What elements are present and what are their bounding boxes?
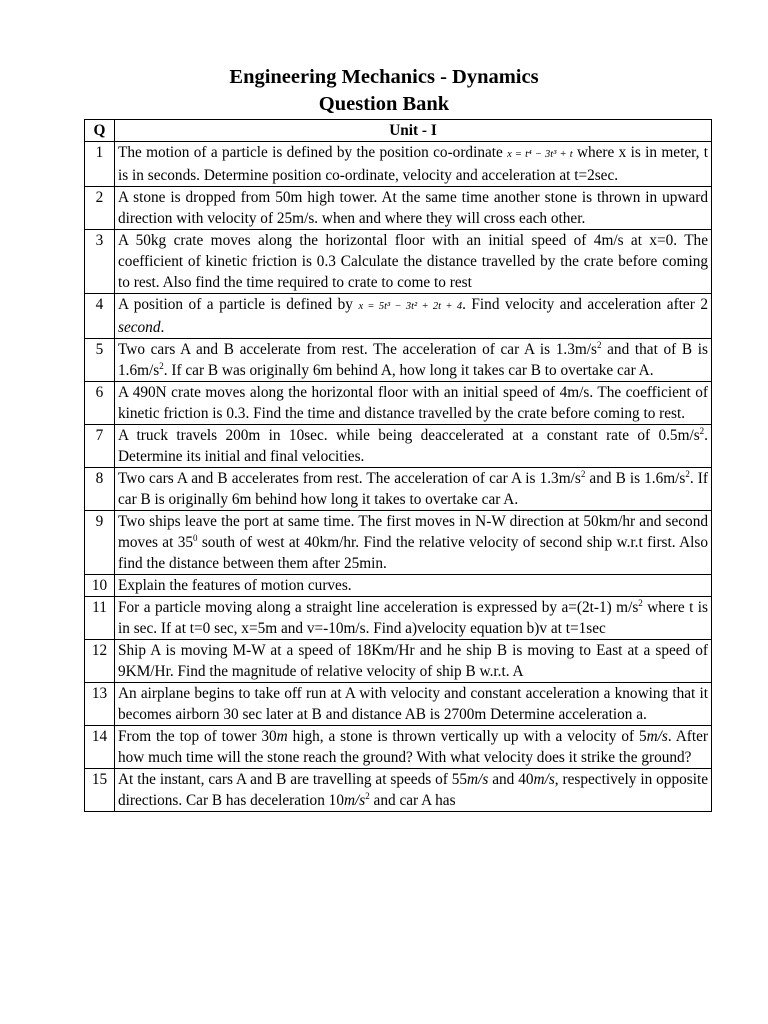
question-text-part: Two ships leave the port at same time. The first moves in N-W direction at 50km/hr and second moves at 35 [118,513,708,551]
question-text-part: Explain the features of motion curves. [118,577,352,594]
question-text-part: second [118,319,161,336]
question-text-part: and car A has [369,792,456,809]
question-number: 8 [85,468,115,511]
question-text-part: A 490N crate moves along the horizontal floor with an initial speed of 4m/s. The coefficient of kinetic friction is 0.3. Find the time and distance travelled by the crate before coming to rest. [118,384,708,422]
question-text [115,511,712,575]
question-number: 2 [85,187,115,230]
question-text-part: 2 [596,339,602,350]
question-text-part: At the instant, cars A and B are travelling at speeds of 55 [118,771,468,788]
question-text-part: m/s [533,771,555,788]
question-text [115,640,712,683]
question-text-part: 2 [365,790,370,801]
question-text [115,575,712,597]
table-row [85,575,712,597]
question-text-part: A 50kg crate moves along the horizontal floor with an initial speed of 4m/s at x=0. The coefficient of kinetic friction is 0.3 Calculate the distance travelled by the crate before coming to rest. Also find the time required to crate to come to rest [118,232,708,291]
question-text-part: Two cars A and B accelerate from rest. The acceleration of car A is 1.3m/s [118,341,597,358]
question-text-part: An airplane begins to take off run at A with velocity and constant acceleration a knowing that it becomes airborn 30 sec later at B and distance AB is 2700m Determine acceleration a. [118,685,708,723]
formula: x = 5t³ − 3t² + 2t + 4 [358,301,463,312]
table-row [85,511,712,575]
question-number: 7 [85,425,115,468]
question-text-part: 2 [685,468,690,479]
table-row [85,683,712,726]
question-text [115,726,712,769]
question-number-header: Q [85,120,115,142]
question-text [115,468,712,511]
table-row [85,597,712,640]
question-text-part: A position of a particle is defined by [118,296,359,313]
question-text-part: 2 [159,360,164,371]
question-number: 3 [85,230,115,294]
question-text-part: A stone is dropped from 50m high tower. At the same time another stone is thrown in upward direction with velocity of 25m/s. when and where they will cross each other. [118,189,708,227]
question-text [115,597,712,640]
table-row [85,640,712,683]
question-text-part: and B is 1.6m/s [585,470,686,487]
question-text-part: 0 [193,532,198,543]
question-number: 14 [85,726,115,769]
question-text-part: 2 [580,468,586,479]
question-text-part: . If car B is originally 6m behind how long it takes to overtake car A. [118,470,708,508]
table-row [85,468,712,511]
question-number: 4 [85,294,115,339]
question-text-part: From the top of tower 30 [118,728,277,745]
table-row [85,382,712,425]
table-row [85,425,712,468]
question-text-part: . Determine its initial and final velocities. [118,427,708,465]
question-number: 5 [85,339,115,382]
table-row [85,294,712,339]
unit-header: Unit - I [115,120,712,142]
question-text-part: . If car B was originally 6m behind A, how long it takes car B to overtake car A. [163,362,654,379]
question-text [115,425,712,468]
question-text [115,769,712,812]
table-row [85,769,712,812]
table-row [85,142,712,187]
question-table [84,119,712,812]
question-text-part: south of west at 40km/hr. Find the relative velocity of second ship w.r.t first. Also find the distance between them after 25min. [118,534,708,572]
question-text [115,187,712,230]
question-text [115,382,712,425]
table-row [85,339,712,382]
question-text-part: where x is in meter, t is in seconds. Determine position co-ordinate, velocity and acceleration at t=2sec. [118,144,708,184]
question-text [115,339,712,382]
question-number: 13 [85,683,115,726]
question-text-part: . After how much time will the stone reach the ground? With what velocity does it strike the ground? [118,728,708,766]
question-text-part: Ship A is moving M-W at a speed of 18Km/Hr and he ship B is moving to East at a speed of 9KM/Hr. Find the magnitude of relative velocity of ship B w.r.t. A [118,642,708,680]
question-text-part: m/s [646,728,668,745]
question-number: 10 [85,575,115,597]
question-text [115,230,712,294]
table-row [85,726,712,769]
question-text-part: m/s [467,771,489,788]
question-text-part: and that of B is 1.6m/s [118,341,708,379]
document-title [0,64,768,118]
question-number: 11 [85,597,115,640]
title-line-2: Question Bank [318,93,450,115]
question-text-part: m [276,728,288,745]
question-text-part: Two cars A and B accelerates from rest. The acceleration of car A is 1.3m/s [118,470,581,487]
table-row [85,230,712,294]
question-number: 9 [85,511,115,575]
question-text [115,142,712,187]
question-text [115,683,712,726]
question-text-part: . Find velocity and acceleration after 2 [462,296,708,313]
table-header-row [85,120,712,142]
question-text-part: high, a stone is thrown vertically up with a velocity of 5 [287,728,647,745]
formula: x = t⁴ − 3t³ + t [507,149,573,160]
question-text-part: 2 [699,425,705,436]
question-list [85,142,712,812]
question-text-part: The motion of a particle is defined by the position co-ordinate [118,144,508,161]
question-text-part: For a particle moving along a straight line acceleration is expressed by a=(2t-1) m/s [118,599,639,616]
question-text-part: and 40 [488,771,534,788]
question-number: 15 [85,769,115,812]
question-text-part: m/s [343,792,366,809]
question-text-part: A truck travels 200m in 10sec. while being deaccelerated at a constant rate of 0.5m/s [118,427,700,444]
question-number: 1 [85,142,115,187]
question-text-part: 2 [638,597,643,608]
title-line-1: Engineering Mechanics - Dynamics [229,66,539,88]
question-number: 12 [85,640,115,683]
question-text-part: where t is in sec. If at t=0 sec, x=5m and v=-10m/s. Find a)velocity equation b)v at t=1sec [118,599,708,637]
table-row [85,187,712,230]
question-text-part: . [160,319,165,336]
question-number: 6 [85,382,115,425]
question-text [115,294,712,339]
question-text-part: , respectively in opposite directions. Car B has deceleration 10 [118,771,708,809]
